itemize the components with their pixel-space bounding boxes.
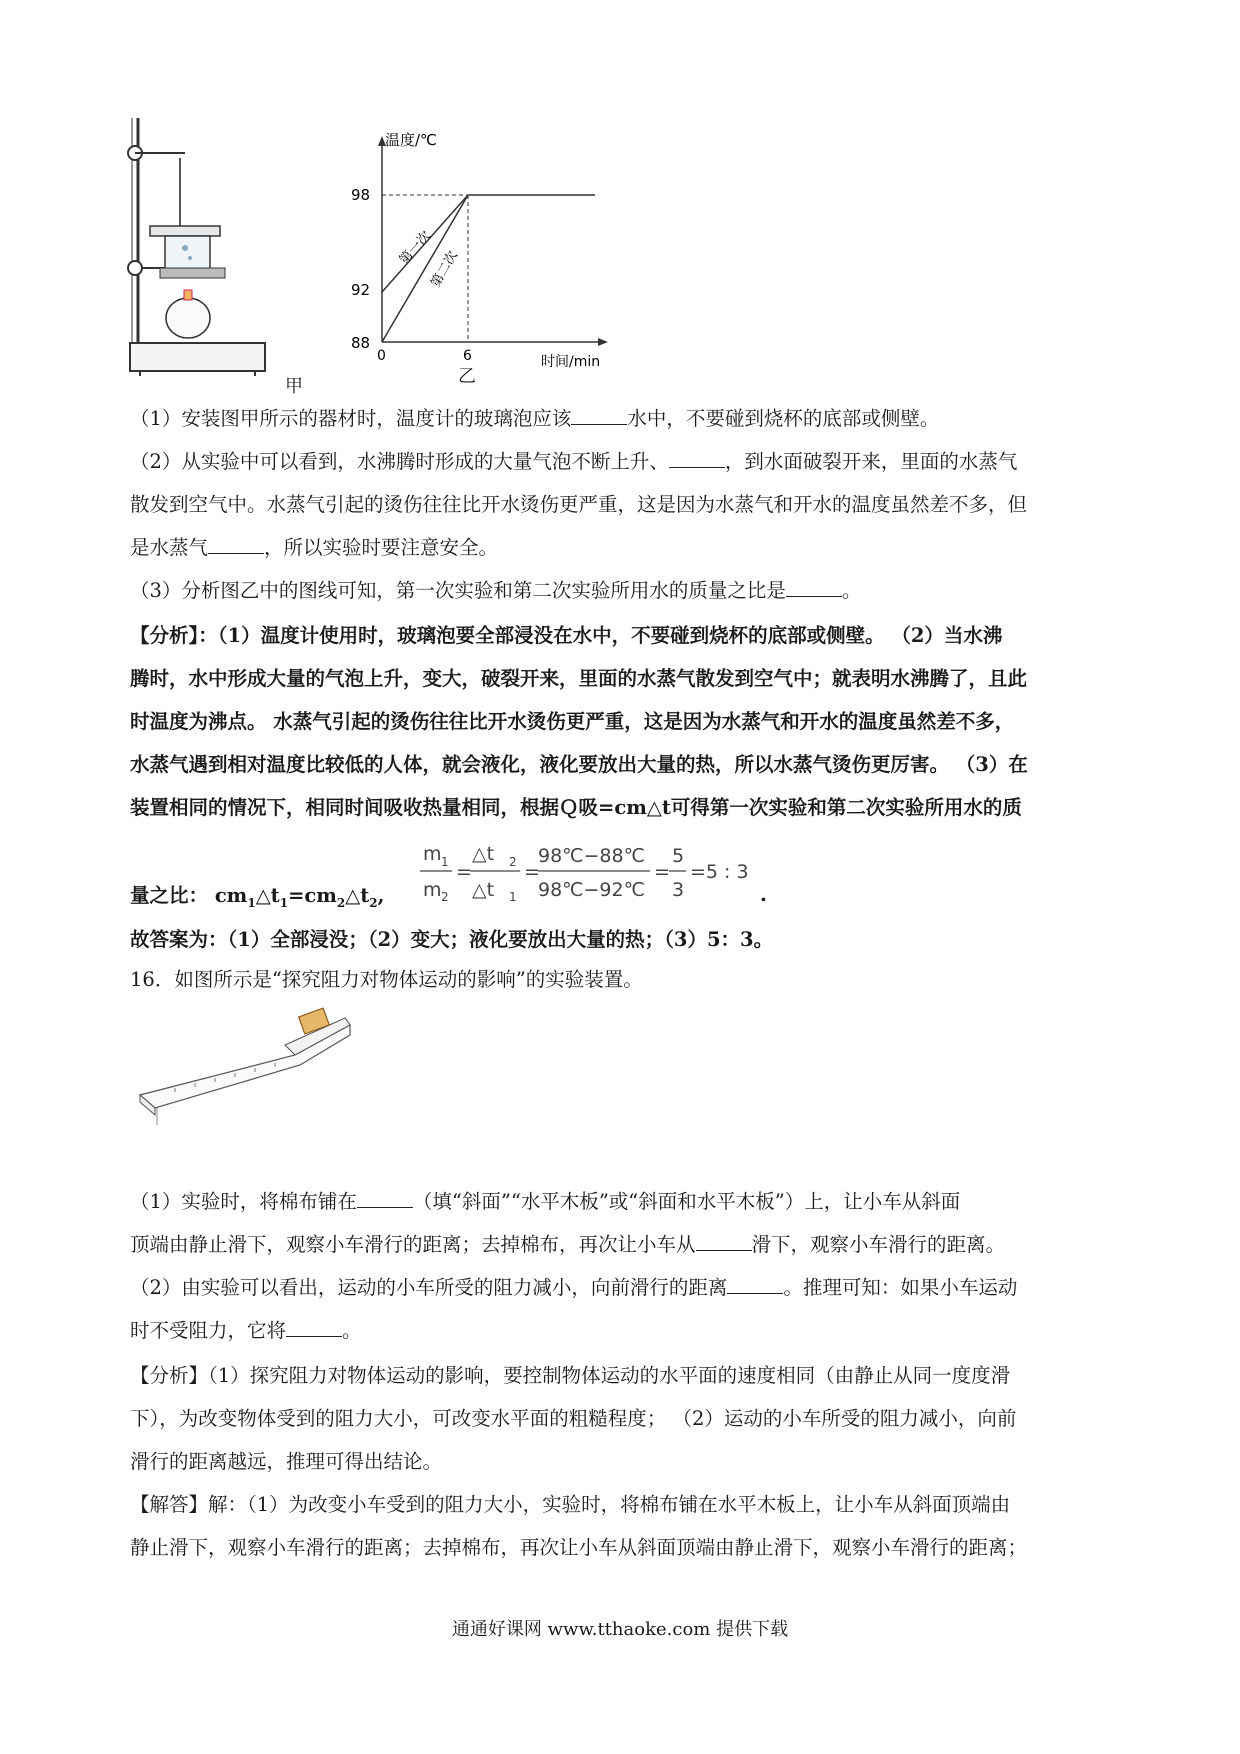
- apparatus-figure: [120, 118, 285, 398]
- x-axis-arrow: [598, 338, 608, 346]
- answer-blank[interactable]: [357, 1189, 413, 1208]
- frac-m1: m: [423, 843, 442, 865]
- frac-five: 5: [672, 845, 685, 867]
- figure-yi-label: 乙: [458, 366, 476, 387]
- answer-blank[interactable]: [786, 578, 842, 597]
- q16-part2: （2）由实验可以看出，运动的小车所受的阻力减小，向前滑行的距离 。推理可知：如果小车运动: [130, 1276, 1018, 1299]
- answer-blank[interactable]: [669, 449, 725, 468]
- answer-blank[interactable]: [571, 406, 627, 425]
- q16-analysis-1: 【分析】（1）探究阻力对物体运动的影响，要控制物体运动的水平面的速度相同（由静止从同一度度滑: [130, 1364, 1011, 1387]
- q15-part3: （3）分析图乙中的图线可知，第一次实验和第二次实验所用水的质量之比是 。: [130, 579, 862, 602]
- y-tick-92: 92: [351, 281, 371, 299]
- x-tick-0: 0: [377, 348, 386, 364]
- svg-text:2: 2: [441, 890, 449, 904]
- svg-text:1: 1: [441, 855, 449, 869]
- q15-part2: （2）从实验中可以看到，水沸腾时形成的大量气泡不断上升、 ，到水面破裂开来，里面的水蒸气: [130, 450, 1018, 473]
- q15-analysis-4: 水蒸气遇到相对温度比较低的人体，就会液化，液化要放出大量的热，所以水蒸气烫伤更厉害。 （3）在: [130, 753, 1028, 776]
- y-axis-label: 温度/℃: [385, 131, 437, 149]
- frac-three: 3: [672, 879, 685, 901]
- q16-analysis-3: 滑行的距离越远，推理可得出结论。: [130, 1450, 443, 1473]
- frac-m2: m: [423, 879, 442, 901]
- q16-title: 16．如图所示是“探究阻力对物体运动的影响”的实验装置。: [130, 968, 643, 991]
- q15-analysis-1: 【分析】：（1）温度计使用时，玻璃泡要全部浸没在水中，不要碰到烧杯的底部或侧壁。 （2）当水沸: [130, 624, 1003, 647]
- q16-analysis-2: 下），为改变物体受到的阻力大小，可改变水平面的粗糙程度； （2）运动的小车所受的阻力减小，向前: [130, 1407, 1017, 1430]
- document-page: 甲 温度/℃ 时间/min 98 92 88 0 6 第一次 第二次 乙 （1）安装图甲所示的器材时，温度计的玻璃泡应该 水中，不要碰到烧杯的底部或侧壁。 （2）从实验中可以看到，水沸腾时形成的大量气泡不断上升、 ，到水面破裂开来，里面的水蒸气 散发到空气中。水蒸气引起的烫伤往往比开水烫伤更严重，这是因为水蒸气和开水的温度虽然差不多，但 是水蒸气 ，所以实验时要注意安全。 （3）分析图乙中的图线可知，第一次实验和第二次实验所用水的质量之比是 。 【分析】：（1）温度计使用时，玻璃泡要全部浸没在水中，不要碰到烧杯的底部或侧壁。 （2）当水沸 腾时，水中形成大量的气泡上升，变大，破裂开来，里面的水蒸气散发到空气中；就表明水沸腾了，且此 时温度为沸点。 水蒸气引起的烫伤往往比开水烫伤更严重，这是因为水蒸气和开水的温度虽然差不多， 水蒸气遇到相对温度比较低的人体，就会液化，液化要放出大量的热，所以水蒸气烫伤更厉害。 （3）在 装置相同的情况下，相同时间吸收热量相同，根据Ｑ吸=cm△t可得第一次实验和第二次实验所用水的质 量之比： $cm_1\triangle t_1=cm_2\triangle t_2$, m 1 m 2 = △t 2 △t 1 = 98℃−88℃ 98℃−92℃ = 5 3 =5 : 3 . 故答案为：（1）全部浸没；（2）变大；液化要放出大量的热；（3）5：3。 16．如图所示是“探究阻力对物体运动的影响”的实验装置。 （1）实验时，将棉布铺在 （填“斜面”“水平木板”或“斜面和水平木板”）上，让小车从斜面 顶端由静止滑下，观察小车滑行的距离；去掉棉布，再次让小车从 滑下，观察小车滑行的距离。 （2）由实验可以看出，运动的小车所受的阻力减小，向前滑行的距离 。推理可知：如果小车运动 时不受阻力，它将 。 【分析】（1）探究阻力对物体运动的影响，要控制物体运动的水平面的速度相同（由静止从同一度度滑 下），为改变物体受到的阻力大小，可改变水平面的粗糙程度； （2）运动的小车所受的阻力减小，向前 滑行的距离越远，推理可得出结论。 【解答】解：（1）为改变小车受到的阻力大小，实验时，将棉布铺在水平木板上，让小车从斜面顶端由 静止滑下，观察小车滑行的距离；去掉棉布，再次让小车从斜面顶端由静止滑下，观察小车滑行的距离； 通通好课网 www.tthaoke.com 提供下载: [0, 0, 1240, 1754]
- q15-analysis-3: 时温度为沸点。 水蒸气引起的烫伤往往比开水烫伤更严重，这是因为水蒸气和开水的温度虽然差不多，: [130, 710, 1015, 733]
- frac-dt2: △t: [472, 843, 495, 865]
- q16-part1: （1）实验时，将棉布铺在 （填“斜面”“水平木板”或“斜面和水平木板”）上，让小车从斜面: [130, 1190, 961, 1213]
- frac-num: 98℃−88℃: [538, 845, 645, 867]
- q16-part1-cont: 顶端由静止滑下，观察小车滑行的距离；去掉棉布，再次让小车从 滑下，观察小车滑行的距离。: [130, 1233, 1006, 1256]
- ratio-result: =5 : 3: [690, 861, 749, 883]
- svg-text:1: 1: [509, 890, 517, 904]
- q15-analysis-6: 量之比： $cm_1\triangle t_1=cm_2\triangle t_2$,: [130, 884, 385, 910]
- q15-analysis-5: 装置相同的情况下，相同时间吸收热量相同，根据Ｑ吸=cm△t可得第一次实验和第二次实验所用水的质: [130, 796, 1022, 819]
- incline-apparatus-figure: [135, 1000, 370, 1125]
- answer-blank[interactable]: [208, 535, 264, 554]
- y-tick-88: 88: [351, 334, 371, 352]
- heat-equation: $cm_1\triangle t_1=cm_2\triangle t_2$,: [214, 884, 385, 910]
- svg-text:=: =: [456, 861, 472, 883]
- footer-source: 通通好课网 www.tthaoke.com 提供下载: [451, 1619, 789, 1640]
- answer-blank[interactable]: [727, 1275, 783, 1294]
- q16-solution-1: 【解答】解：（1）为改变小车受到的阻力大小，实验时，将棉布铺在水平木板上，让小车从斜面顶端由: [130, 1493, 1011, 1516]
- q15-part2-cont: 散发到空气中。水蒸气引起的烫伤往往比开水烫伤更严重，这是因为水蒸气和开水的温度虽然差不多，但: [130, 493, 1028, 516]
- y-tick-98: 98: [351, 186, 371, 204]
- q15-answer: 故答案为：（1）全部浸没；（2）变大；液化要放出大量的热；（3）5：3。: [130, 928, 774, 951]
- series-second-line: [382, 195, 468, 342]
- q15-part2-cont2: 是水蒸气 ，所以实验时要注意安全。: [130, 536, 499, 559]
- q15-analysis-2: 腾时，水中形成大量的气泡上升，变大，破裂开来，里面的水蒸气散发到空气中；就表明水沸腾了，且此: [130, 667, 1028, 690]
- series-second-label: 第二次: [428, 248, 461, 290]
- svg-text:=: =: [654, 861, 670, 883]
- frac-den: 98℃−92℃: [538, 879, 645, 901]
- series-first-label: 第一次: [396, 228, 435, 268]
- x-tick-6: 6: [463, 348, 472, 364]
- figure-jia-label: 甲: [285, 376, 303, 397]
- q16-solution-2: 静止滑下，观察小车滑行的距离；去掉棉布，再次让小车从斜面顶端由静止滑下，观察小车滑行的距离；: [130, 1536, 1028, 1559]
- temperature-chart: [345, 130, 625, 380]
- answer-blank[interactable]: [286, 1318, 342, 1337]
- svg-text:2: 2: [509, 855, 517, 869]
- mass-ratio-formula: [420, 836, 770, 906]
- svg-text:=: =: [524, 861, 540, 883]
- x-axis-label: 时间/min: [541, 354, 601, 370]
- q15-part1: （1）安装图甲所示的器材时，温度计的玻璃泡应该 水中，不要碰到烧杯的底部或侧壁。: [130, 407, 940, 430]
- q16-part2-cont: 时不受阻力，它将 。: [130, 1319, 362, 1342]
- frac-dt1: △t: [472, 879, 495, 901]
- answer-blank[interactable]: [696, 1232, 752, 1251]
